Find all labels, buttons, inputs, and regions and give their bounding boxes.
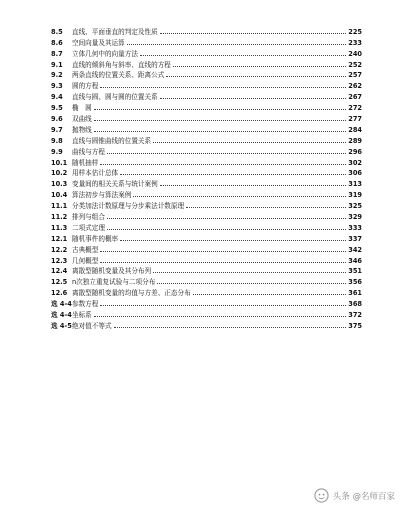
toc-entry-number: 12.1 [51, 234, 68, 243]
toc-entry-title: 坐标系 [72, 311, 92, 320]
toc-dot-leader [94, 131, 346, 132]
toc-dot-leader [107, 229, 346, 230]
toc-entry-title: 圆的方程 [72, 82, 99, 91]
toc-dot-leader [153, 142, 346, 143]
toc-entry-number: 8.7 [51, 49, 63, 58]
toc-entry-number: 选 4-5 [51, 321, 72, 330]
toc-dot-leader [193, 294, 347, 295]
toc-dot-leader [160, 185, 347, 186]
toc-entry-title: 离散型随机变量的均值与方差、正态分布 [72, 289, 191, 298]
toc-entry-page-number: 361 [348, 289, 362, 298]
toc-entry-page-number: 257 [348, 71, 362, 80]
toc-entry-number: 9.7 [51, 125, 63, 134]
toc-entry[interactable] [51, 200, 362, 211]
toc-entry-page-number: 284 [348, 125, 362, 134]
toc-entry[interactable] [51, 37, 362, 48]
toc-entry[interactable] [51, 298, 362, 309]
toc-entry-title: n次独立重复试验与二项分布 [72, 278, 156, 287]
toc-entry-page-number: 346 [348, 256, 362, 265]
toc-entry-number: 12.6 [51, 289, 68, 298]
toc-entry-title: 绝对值不等式 [72, 321, 112, 330]
toc-entry-number: 10.3 [51, 180, 68, 189]
toc-entry[interactable] [51, 168, 362, 179]
toc-entry-title: 双曲线 [72, 115, 92, 124]
toc-entry[interactable] [51, 222, 362, 233]
toc-entry-number: 选 4-4 [51, 300, 72, 309]
toc-entry-page-number: 252 [348, 60, 362, 69]
toc-entry-page-number: 368 [348, 300, 362, 309]
toc-entry-number: 10.1 [51, 158, 68, 167]
toc-entry[interactable] [51, 135, 362, 146]
toutiao-logo-icon [314, 488, 329, 503]
toc-dot-leader [100, 251, 346, 252]
toc-entry-title: 算法初步与算法案例 [72, 191, 132, 200]
toc-entry-number: 9.5 [51, 104, 63, 113]
toc-dot-leader [127, 44, 346, 45]
toc-entry-page-number: 325 [348, 202, 362, 211]
toc-entry-page-number: 342 [348, 245, 362, 254]
toc-entry-number: 选 4-4 [51, 311, 72, 320]
toc-dot-leader [100, 262, 346, 263]
toc-entry-page-number: 313 [348, 180, 362, 189]
toc-dot-leader [160, 33, 347, 34]
toc-dot-leader [160, 98, 347, 99]
toc-entry-number: 10.2 [51, 169, 68, 178]
toc-entry-page-number: 289 [348, 136, 362, 145]
toc-entry[interactable] [51, 102, 362, 113]
toc-entry[interactable] [51, 255, 362, 266]
toc-entry-title: 排列与组合 [72, 213, 105, 222]
toc-entry-number: 10.4 [51, 191, 68, 200]
toc-entry-title: 曲线与方程 [72, 147, 105, 156]
toc-entry[interactable] [51, 309, 362, 320]
toc-entry-page-number: 240 [348, 49, 362, 58]
watermark-text: 头条 @名师百家 [332, 491, 395, 502]
toc-entry-number: 12.4 [51, 267, 68, 276]
toc-entry-number: 9.4 [51, 93, 63, 102]
toc-entry[interactable] [51, 80, 362, 91]
toc-entry-page-number: 296 [348, 147, 362, 156]
toc-dot-leader [100, 305, 346, 306]
toc-entry-page-number: 372 [348, 311, 362, 320]
toc-dot-leader [107, 218, 346, 219]
toc-entry-title: 抛物线 [72, 125, 92, 134]
toc-entry-page-number: 225 [348, 27, 362, 36]
toc-entry-title: 空间向量及其运算 [72, 38, 125, 47]
toc-dot-leader [100, 164, 346, 165]
toc-entry-page-number: 272 [348, 104, 362, 113]
toc-entry[interactable] [51, 157, 362, 168]
toc-dot-leader [100, 87, 346, 88]
toc-entry-number: 9.1 [51, 60, 63, 69]
toc-entry[interactable] [51, 113, 362, 124]
toc-entry-number: 8.5 [51, 27, 63, 36]
toc-entry-page-number: 356 [348, 278, 362, 287]
toc-entry-number: 9.6 [51, 115, 63, 124]
toc-entry-title: 椭 圆 [72, 104, 92, 113]
toc-entry[interactable] [51, 178, 362, 189]
toc-entry-page-number: 302 [348, 158, 362, 167]
toc-entry-title: 直线与圆锥曲线的位置关系 [72, 136, 152, 145]
watermark [314, 488, 395, 503]
toc-entry-number: 11.3 [51, 223, 68, 232]
toc-dot-leader [94, 109, 346, 110]
toc-dot-leader [94, 120, 346, 121]
toc-entry-number: 12.5 [51, 278, 68, 287]
toc-entry[interactable] [51, 189, 362, 200]
toc-entry[interactable] [51, 244, 362, 255]
toc-entry-title: 古典概型 [72, 245, 99, 254]
toc-entry-number: 9.9 [51, 147, 63, 156]
toc-dot-leader [120, 174, 346, 175]
toc-entry-title: 直线与圆、圆与圆的位置关系 [72, 93, 158, 102]
toc-entry[interactable] [51, 320, 362, 331]
toc-entry-number: 12.2 [51, 245, 68, 254]
toc-entry-title: 随机事件的概率 [72, 234, 119, 243]
toc-entry[interactable] [51, 48, 362, 59]
toc-entry-title: 离散型随机变量及其分布列 [72, 267, 152, 276]
toc-entry-number: 9.8 [51, 136, 63, 145]
toc-entry-page-number: 337 [348, 234, 362, 243]
table-of-contents [51, 26, 362, 331]
toc-entry[interactable] [51, 276, 362, 287]
toc-entry[interactable] [51, 233, 362, 244]
toc-entry[interactable] [51, 124, 362, 135]
toc-dot-leader [173, 66, 346, 67]
toc-entry-title: 用样本估计总体 [72, 169, 119, 178]
toc-entry-title: 两条直线的位置关系、距离公式 [72, 71, 165, 80]
toc-entry-title: 立体几何中的向量方法 [72, 49, 138, 58]
toc-entry-title: 直线的倾斜角与斜率、直线的方程 [72, 60, 171, 69]
toc-entry[interactable] [51, 91, 362, 102]
toc-entry-number: 9.2 [51, 71, 63, 80]
toc-entry-title: 变量间的相关关系与统计案例 [72, 180, 158, 189]
toc-entry[interactable] [51, 26, 362, 37]
toc-entry[interactable] [51, 59, 362, 70]
toc-dot-leader [157, 283, 346, 284]
toc-entry-title: 参数方程 [72, 300, 99, 309]
toc-entry-page-number: 351 [348, 267, 362, 276]
toc-entry-page-number: 329 [348, 213, 362, 222]
toc-dot-leader [186, 207, 346, 208]
toc-entry-page-number: 262 [348, 82, 362, 91]
toc-dot-leader [94, 316, 346, 317]
toc-entry-title: 直线、平面垂直的判定及性质 [72, 27, 158, 36]
toc-entry-title: 分类加法计数原理与分步乘法计数原理 [72, 202, 185, 211]
toc-dot-leader [107, 153, 346, 154]
toc-entry-number: 8.6 [51, 38, 63, 47]
toc-dot-leader [114, 327, 347, 328]
toc-dot-leader [133, 196, 346, 197]
toc-entry-page-number: 375 [348, 321, 362, 330]
toc-dot-leader [140, 55, 346, 56]
toc-entry[interactable] [51, 70, 362, 81]
toc-entry[interactable] [51, 146, 362, 157]
toc-entry-number: 9.3 [51, 82, 63, 91]
toc-entry[interactable] [51, 287, 362, 298]
toc-entry-page-number: 277 [348, 115, 362, 124]
toc-dot-leader [153, 272, 346, 273]
toc-entry-title: 二项式定理 [72, 223, 105, 232]
toc-entry[interactable] [51, 211, 362, 222]
toc-entry-page-number: 267 [348, 93, 362, 102]
toc-dot-leader [166, 76, 346, 77]
toc-entry-page-number: 333 [348, 223, 362, 232]
toc-entry-page-number: 306 [348, 169, 362, 178]
toc-entry-number: 11.2 [51, 213, 68, 222]
toc-entry[interactable] [51, 266, 362, 277]
toc-dot-leader [120, 240, 346, 241]
toc-entry-page-number: 319 [348, 191, 362, 200]
toc-entry-page-number: 233 [348, 38, 362, 47]
toc-entry-title: 几何概型 [72, 256, 99, 265]
toc-entry-number: 12.3 [51, 256, 68, 265]
toc-entry-number: 11.1 [51, 202, 68, 211]
toc-entry-title: 随机抽样 [72, 158, 99, 167]
